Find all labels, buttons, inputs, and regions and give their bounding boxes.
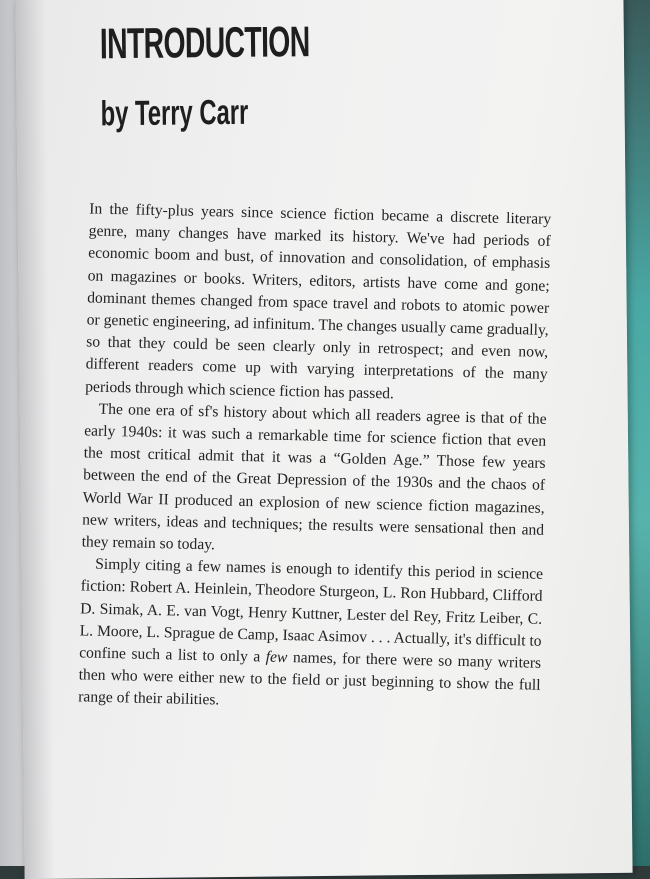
emphasized-word: few: [265, 648, 288, 667]
paragraph-3: [78, 554, 543, 720]
chapter-byline: by Terry Carr: [100, 92, 249, 134]
book-page: [15, 0, 632, 879]
body-text: [78, 198, 551, 719]
paragraph-1: In the fifty-plus years since science fiction became a discrete literary genre, many changes have marked its history. We've had periods of economic boom and bust, of innovation and consolidation, of emphasis on magazines or books. Writers, editors, artists have come and gone; dominant themes changed from space travel and robots to atomic power or genetic engineering, ad infinitum. The changes usually came gradually, so that they could be seen clearly only in retrospect; and even now, different readers come up with varying interpretations of the many periods through which science fiction has passed.: [85, 200, 552, 403]
chapter-title: INTRODUCTION: [99, 18, 310, 69]
paragraph-3-text-end: names, for there were so many writers then who were either new to the field or just beginning to show the full range of their abilities.: [77, 649, 542, 709]
paragraph-2: The one era of sf's history about which all readers agree is that of the early 1940s: it was such a remarkable time for science fiction that even the most critical admit that it was a “Golden Age.” Those few years between the end of the Great Depression of the 1930s and the chaos of World War II produced an explosion of new science fiction magazines, new writers, ideas and techniques; the results were sensational then and they remain so today.: [81, 400, 547, 554]
paragraph-3-text-start: Simply citing a few names is enough to identify this period in science fiction: Robert A. Heinlein, Theodore Sturgeon, L. Ron Hubbard, Clifford D. Simak, A. E. van Vogt, Henry Kuttner, Lester del Rey, Fritz Leiber, C. L. Moore, L. Sprague de Camp, Isaac Asimov . . . Actually, it's difficult to confine such a list to only a: [78, 555, 544, 666]
